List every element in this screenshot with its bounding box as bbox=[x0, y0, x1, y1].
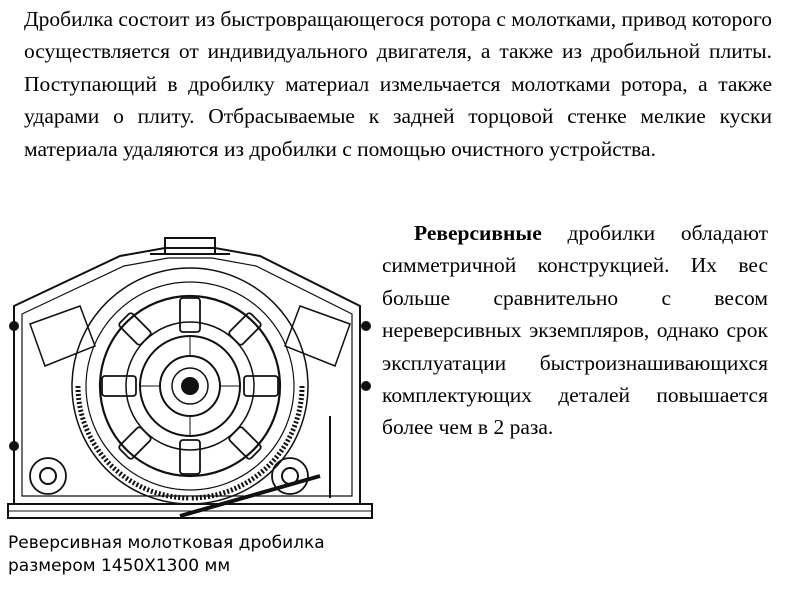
reversible-paragraph bbox=[382, 217, 768, 444]
reversible-bold-term: Реверсивные bbox=[414, 221, 542, 245]
caption-line-1: Реверсивная молотковая дробилка bbox=[8, 533, 325, 553]
figure-caption bbox=[8, 532, 388, 578]
hammer-crusher-drawing bbox=[0, 236, 380, 536]
main-paragraph: Дробилка состоит из быстровращающегося ротора с молотками, привод которого осуществляется от индивидуального двигателя, а также из дробильной плиты. Поступающий в дробилку материал измельчается молотками ротора, а также ударами о плиту. Отбрасываемые к задней торцовой стенке мелкие куски материала удаляются из дробилки с помощью очистного устройства. bbox=[24, 7, 772, 161]
reversible-description: дробилки обладают симметричной конструкцией. Их вес больше сравнительно с весом нереверсивных экземпляров, однако срок эксплуатации быстроизнашивающихся комплектующих деталей повышается более чем в 2 раза. bbox=[382, 221, 768, 440]
caption-line-2: размером 1450Х1300 мм bbox=[8, 556, 231, 576]
reversible-lead-indent bbox=[382, 221, 414, 245]
